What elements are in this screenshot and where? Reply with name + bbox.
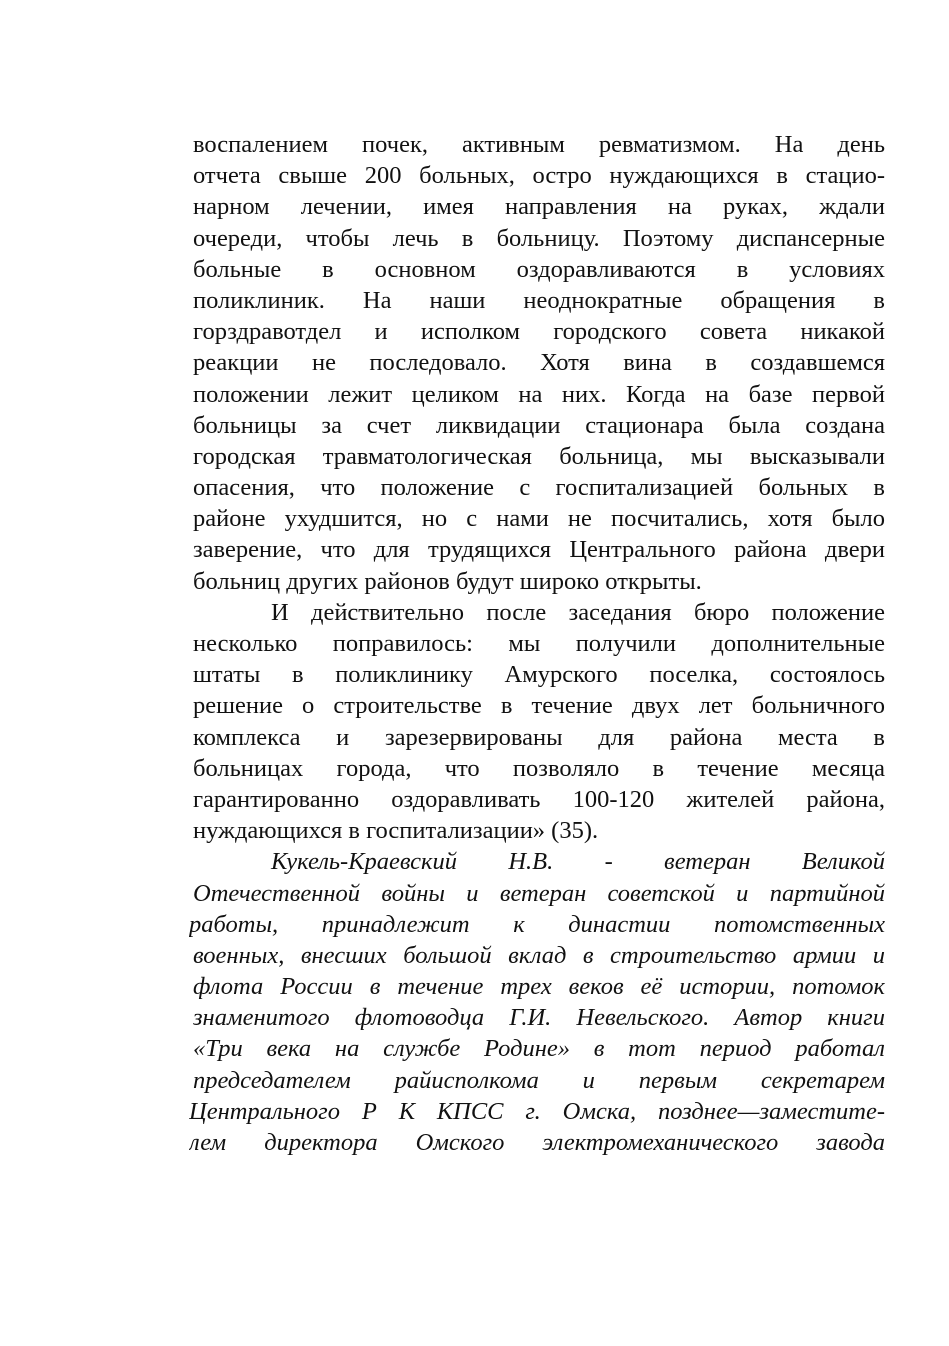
text-line: «Три века на службе Родине» в тот период работал [193, 1035, 885, 1063]
document-page [189, 129, 885, 1158]
text-line: лем директора Омского электромеханического завода [189, 1129, 885, 1156]
text-line: Отечественной войны и ветеран советской и партийной [193, 879, 885, 907]
text-line: больницах города, что позволяло в течение месяца [193, 754, 885, 782]
text-line: флота России в течение трех веков её истории, потомок [193, 973, 885, 1001]
text-line: поликлиник. На наши неоднократные обращения в [193, 286, 885, 314]
text-line: заверение, что для трудящихся Центрального района двери [193, 536, 885, 564]
text-line: работы, принадлежит к династии потомственных [189, 910, 885, 938]
text-line: военных, внесших большой вклад в строительство армии и [193, 941, 885, 969]
text-line: Центрального Р К КПСС г. Омска, позднее—заместите- [189, 1097, 885, 1125]
text-line: больницы за счет ликвидации стационара была создана [193, 411, 885, 439]
text-line: отчета свыше 200 больных, остро нуждающихся в стацио- [193, 162, 885, 190]
text-line: опасения, что положение с госпитализацией больных в [193, 474, 885, 502]
text-line: знаменитого флотоводца Г.И. Невельского. Автор книги [193, 1004, 885, 1032]
paragraph-hospitals [193, 129, 885, 597]
text-line: комплекса и зарезервированы для района места в [193, 723, 885, 751]
text-line: районе ухудшится, но с нами не посчитались, хотя было [193, 505, 885, 533]
text-line: горздравотдел и исполком городского совета никакой [193, 318, 885, 346]
paragraph-author-note [189, 846, 885, 1158]
text-line: нарном лечении, имея направления на руках, ждали [193, 193, 885, 221]
text-line: городская травматологическая больница, мы высказывали [193, 442, 885, 470]
text-line: решение о строительстве в течение двух лет больничного [193, 692, 885, 720]
text-line: гарантированно оздоравливать 100-120 жителей района, [193, 785, 885, 813]
text-line: реакции не последовало. Хотя вина в создавшемся [193, 349, 885, 377]
text-line: очереди, чтобы лечь в больницу. Поэтому диспансерные [193, 224, 885, 252]
text-line: штаты в поликлинику Амурского поселка, состоялось [193, 661, 885, 689]
text-line: больниц других районов будут широко открыты. [193, 567, 702, 595]
text-line: Кукель-Краевский Н.В. - ветеран Великой [271, 848, 885, 876]
text-line: воспалением почек, активным ревматизмом. На день [193, 131, 885, 158]
text-line: нуждающихся в госпитализации» (35). [193, 817, 599, 845]
text-line: председателем райисполкома и первым секретарем [193, 1066, 885, 1094]
paragraph-bureau-meeting [193, 597, 885, 847]
text-line: положении лежит целиком на них. Когда на базе первой [193, 380, 885, 408]
text-line: И действительно после заседания бюро положение [271, 598, 885, 626]
text-line: больные в основном оздоравливаются в условиях [193, 255, 885, 283]
text-line: несколько поправилось: мы получили дополнительные [193, 630, 885, 657]
